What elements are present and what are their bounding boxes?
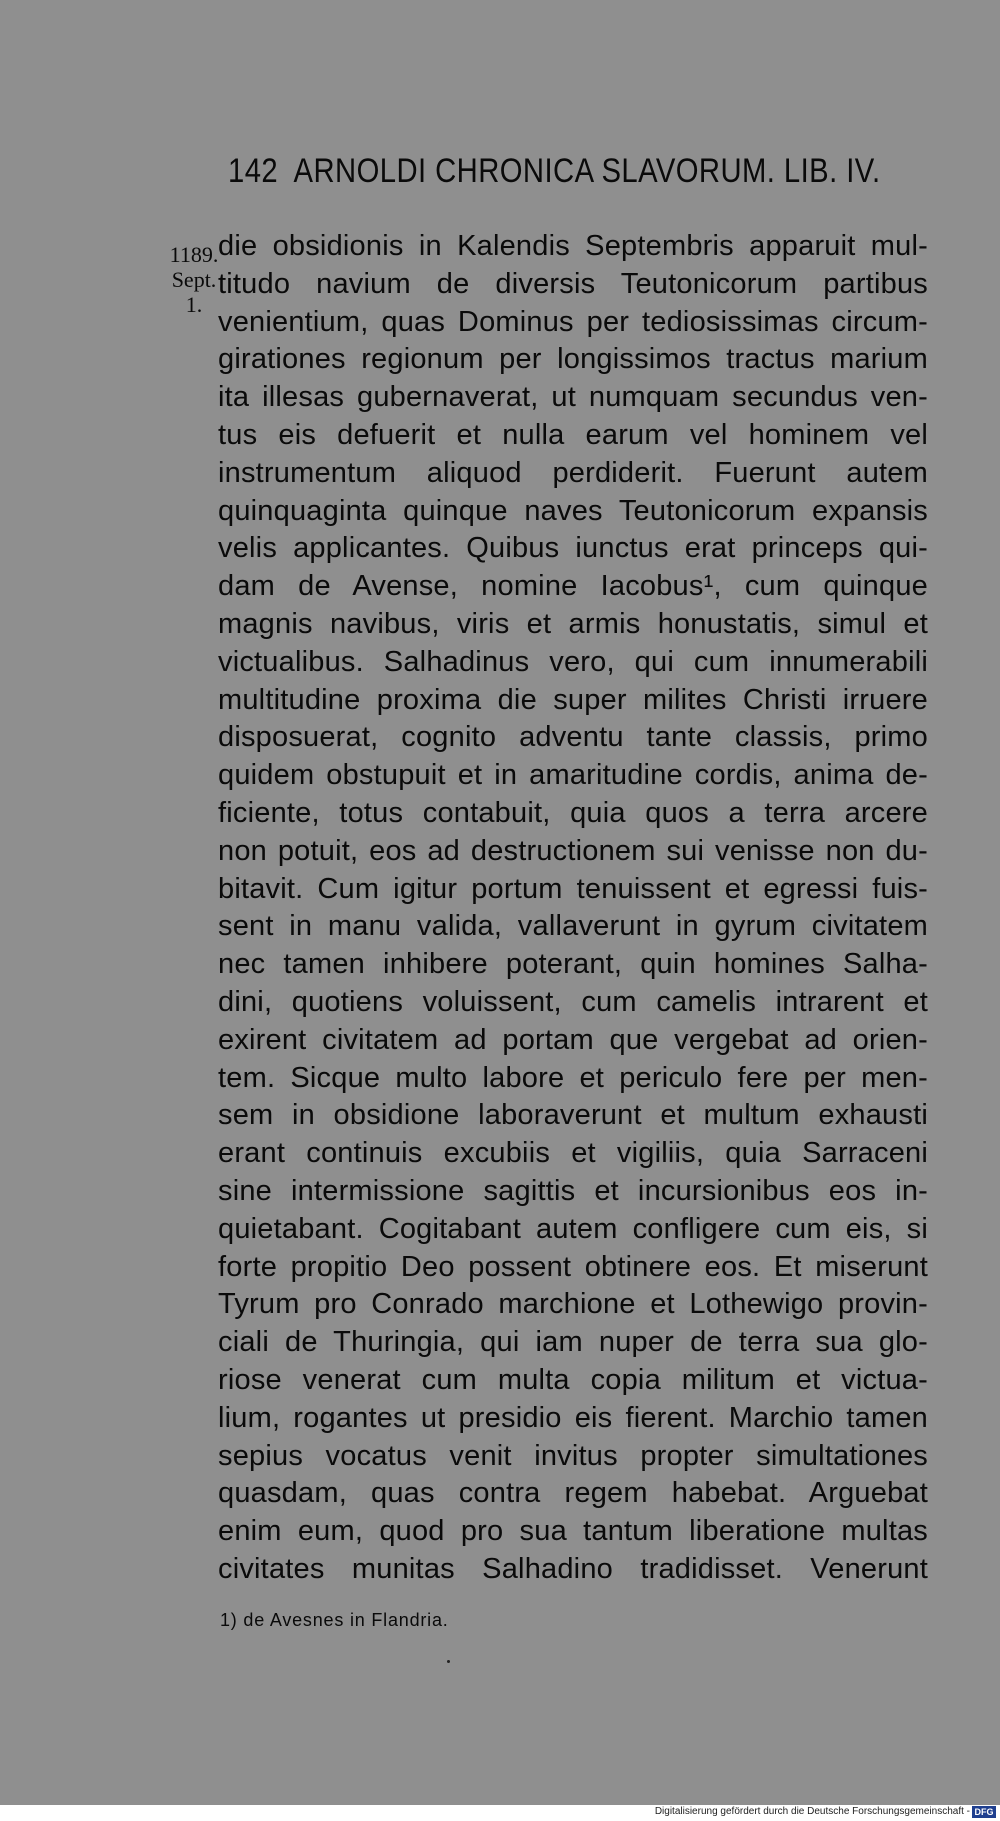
body-line: disposuerat, cognito adventu tante classis, primo bbox=[218, 721, 928, 754]
body-line: sem in obsidione laboraverunt et multum exhausti bbox=[218, 1099, 928, 1132]
body-line: venientium, quas Dominus per tediosissimas circum- bbox=[218, 305, 928, 338]
body-line: lium, rogantes ut presidio eis fierent. Marchio tamen bbox=[218, 1401, 928, 1434]
body-line: tus eis defuerit et nulla earum vel hominem vel bbox=[218, 418, 928, 451]
body-line: dini, quotiens voluissent, cum camelis intrarent et bbox=[218, 985, 928, 1018]
body-line: sine intermissione sagittis et incursionibus eos in- bbox=[218, 1174, 928, 1207]
body-line: forte propitio Deo possent obtinere eos. Et miserunt bbox=[218, 1250, 928, 1283]
body-line: non potuit, eos ad destructionem sui venisse non du- bbox=[218, 834, 928, 867]
body-line: ita illesas gubernaverat, ut numquam secundus ven- bbox=[218, 381, 928, 414]
body-line: exirent civitatem ad portam que vergebat ad orien- bbox=[218, 1023, 928, 1056]
body-text bbox=[218, 228, 928, 1589]
body-line: dam de Avense, nomine Iacobus¹, cum quinque bbox=[218, 570, 928, 603]
body-line: enim eum, quod pro sua tantum liberatione multas bbox=[218, 1515, 928, 1548]
body-line: die obsidionis in Kalendis Septembris apparuit mul- bbox=[218, 230, 928, 262]
body-line: ciali de Thuringia, qui iam nuper de terra sua glo- bbox=[218, 1326, 928, 1359]
body-line: girationes regionum per longissimos tractus marium bbox=[218, 343, 928, 376]
body-line: erant continuis excubiis et vigiliis, quia Sarraceni bbox=[218, 1137, 928, 1170]
body-line: civitates munitas Salhadino tradidisset. Venerunt bbox=[218, 1552, 928, 1585]
body-line: velis applicantes. Quibus iunctus erat princeps qui- bbox=[218, 532, 928, 565]
body-line: quasdam, quas contra regem habebat. Arguebat bbox=[218, 1477, 928, 1510]
body-line: multitudine proxima die super milites Christi irruere bbox=[218, 683, 928, 716]
running-header bbox=[228, 152, 881, 202]
body-line: riose venerat cum multa copia militum et victua- bbox=[218, 1363, 928, 1396]
margin-date-note bbox=[163, 242, 225, 317]
margin-month: Sept. bbox=[171, 267, 217, 292]
body-line: victualibus. Salhadinus vero, qui cum innumerabili bbox=[218, 645, 928, 678]
body-line: quietabant. Cogitabant autem confligere cum eis, si bbox=[218, 1212, 928, 1245]
footnote: 1) de Avesnes in Flandria. bbox=[220, 1610, 449, 1630]
body-line: sent in manu valida, vallaverunt in gyrum civitatem bbox=[218, 910, 928, 943]
page-number: 142 bbox=[228, 152, 279, 190]
margin-year: 1189. bbox=[169, 242, 219, 267]
body-line: quinquaginta quinque naves Teutonicorum expansis bbox=[218, 494, 928, 527]
running-title: ARNOLDI CHRONICA SLAVORUM. LIB. IV. bbox=[293, 152, 881, 190]
body-line: tem. Sicque multo labore et periculo fere per men- bbox=[218, 1061, 928, 1094]
margin-day: 1. bbox=[185, 292, 203, 317]
body-line: ficiente, totus contabuit, quia quos a terra arcere bbox=[218, 796, 928, 829]
body-line: magnis navibus, viris et armis honustatis, simul et bbox=[218, 607, 928, 640]
body-line: Tyrum pro Conrado marchione et Lothewigo provin- bbox=[218, 1288, 928, 1321]
body-line: quidem obstupuit et in amaritudine cordis, anima de- bbox=[218, 759, 928, 792]
dfg-logo: DFG bbox=[972, 1806, 996, 1818]
digitization-credit: Digitalisierung gefördert durch die Deutsche Forschungsgemeinschaft - bbox=[654, 1806, 970, 1817]
stray-dot-mark bbox=[447, 1660, 450, 1663]
body-line: instrumentum aliquod perdiderit. Fuerunt autem bbox=[218, 456, 928, 489]
body-line: titudo navium de diversis Teutonicorum partibus bbox=[218, 267, 928, 300]
body-line: sepius vocatus venit invitus propter simultationes bbox=[218, 1439, 928, 1472]
body-line: nec tamen inhibere poterant, quin homines Salha- bbox=[218, 948, 928, 981]
body-line: bitavit. Cum igitur portum tenuissent et egressi fuis- bbox=[218, 872, 928, 905]
